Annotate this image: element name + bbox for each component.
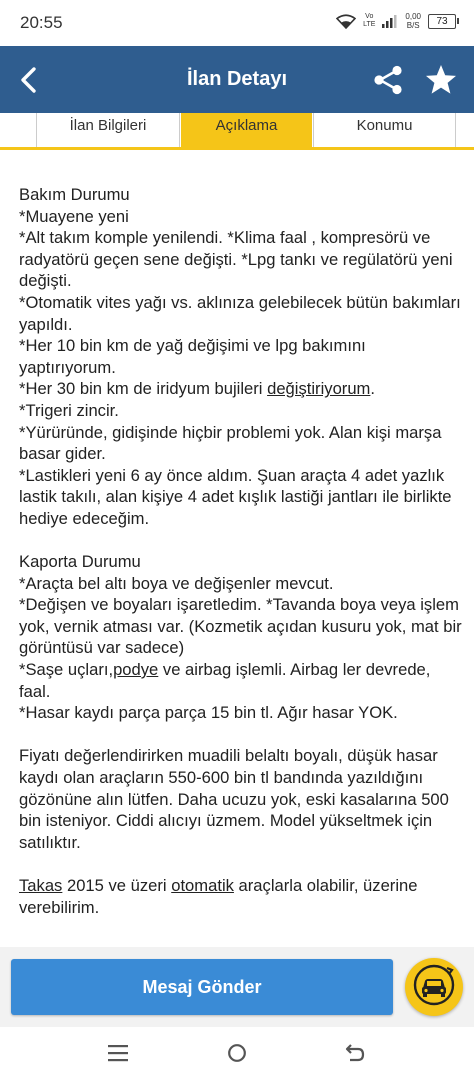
price-paragraph: Fiyatı değerlendirirken muadili belaltı boyalı, düşük hasar kaydı olan araçların 550-600 bin tl bandında yazıldığını gözönüne alın lütfen. Daha ucuzu yok, eski kasalarına 500 bin isteniyor. Ciddi alıcıyı üzmem. Model yükseltmek için satılıktır. [19,746,449,852]
volte-indicator: Vo LTE [363,13,376,28]
kaporta-title: Kaporta Durumu [19,552,141,572]
car-fab-button[interactable] [405,958,463,1016]
bakim-title: Bakım Durumu [19,185,130,204]
description-line: *Trigeri zincir. [19,400,119,420]
description-text [19,184,465,918]
home-icon[interactable] [227,1043,247,1068]
star-icon[interactable] [424,63,458,97]
network-speed: 0,00 B/S [405,12,421,30]
menu-icon[interactable] [108,1044,128,1067]
description-line: *Her 10 bin km de yağ değişimi ve lpg bakımını yaptırıyorum. [19,336,366,377]
signal-icon [382,14,398,28]
tab-konumu[interactable]: Konumu [313,113,456,147]
description-line: *Değişen ve boyaları işaretledim. *Tavanda boya veya işlem yok, vernik atması var. (Kozmetik açıdan kusuru yok, mat bir görüntüsü var sadece) [19,595,462,658]
share-icon[interactable] [372,64,404,96]
status-bar [0,0,474,46]
action-bar [0,947,474,1027]
app-header [0,46,474,113]
car-icon [411,962,457,1013]
description-line: *Hasar kaydı parça parça 15 bin tl. Ağır hasar YOK. [19,703,398,723]
tab-bar [0,113,474,150]
description-line: *Alt takım komple yenilendi. *Klima faal , kompresörü ve radyatörü geçen sene değişti. *Lpg tankı ve regülatörü yeni değişti. [19,228,453,291]
description-line: *Yürüründe, gidişinde hiçbir problemi yok. Alan kişi marşa basar gider. [19,422,442,464]
keyword-link[interactable]: Takas [19,876,63,895]
description-line: *Lastikleri yeni 6 ay önce aldım. Şuan araçta 4 adet yazlık lastik takılı, alan kişiye 4 adet kışlık lastiği jantları ile birlikte hediye edeceğim. [19,465,452,528]
description-line: *Otomatik vites yağı vs. aklınıza gelebilecek bütün bakımları yapıldı. [19,292,461,334]
swap-paragraph: Takas 2015 ve üzeri otomatik araçlarla olabilir, üzerine verebilirim. [19,876,418,917]
send-message-button[interactable]: Mesaj Gönder [11,959,393,1015]
status-time: 20:55 [20,13,63,32]
tab-aciklama[interactable]: Açıklama [181,113,312,147]
keyword-link[interactable]: değiştiriyorum [267,379,371,399]
description-line: *Araçta bel altı boya ve değişenler mevcut. [19,573,334,593]
keyword-link[interactable]: podye [113,660,159,680]
back-icon[interactable] [344,1043,366,1068]
system-nav-bar [0,1027,474,1080]
description-line: *Saşe uçları,podye ve airbag işlemli. Airbag ler devrede, faal. [19,660,431,701]
tab-ilan-bilgileri[interactable]: İlan Bilgileri [36,113,180,147]
description-line: *Her 30 bin km de iridyum bujileri değiştiriyorum. [19,379,376,399]
page-title: İlan Detayı [186,68,288,90]
keyword-link[interactable]: otomatik [171,876,234,895]
battery-icon: 73 [428,14,456,29]
description-line: *Muayene yeni [19,206,129,226]
wifi-icon [336,14,356,29]
